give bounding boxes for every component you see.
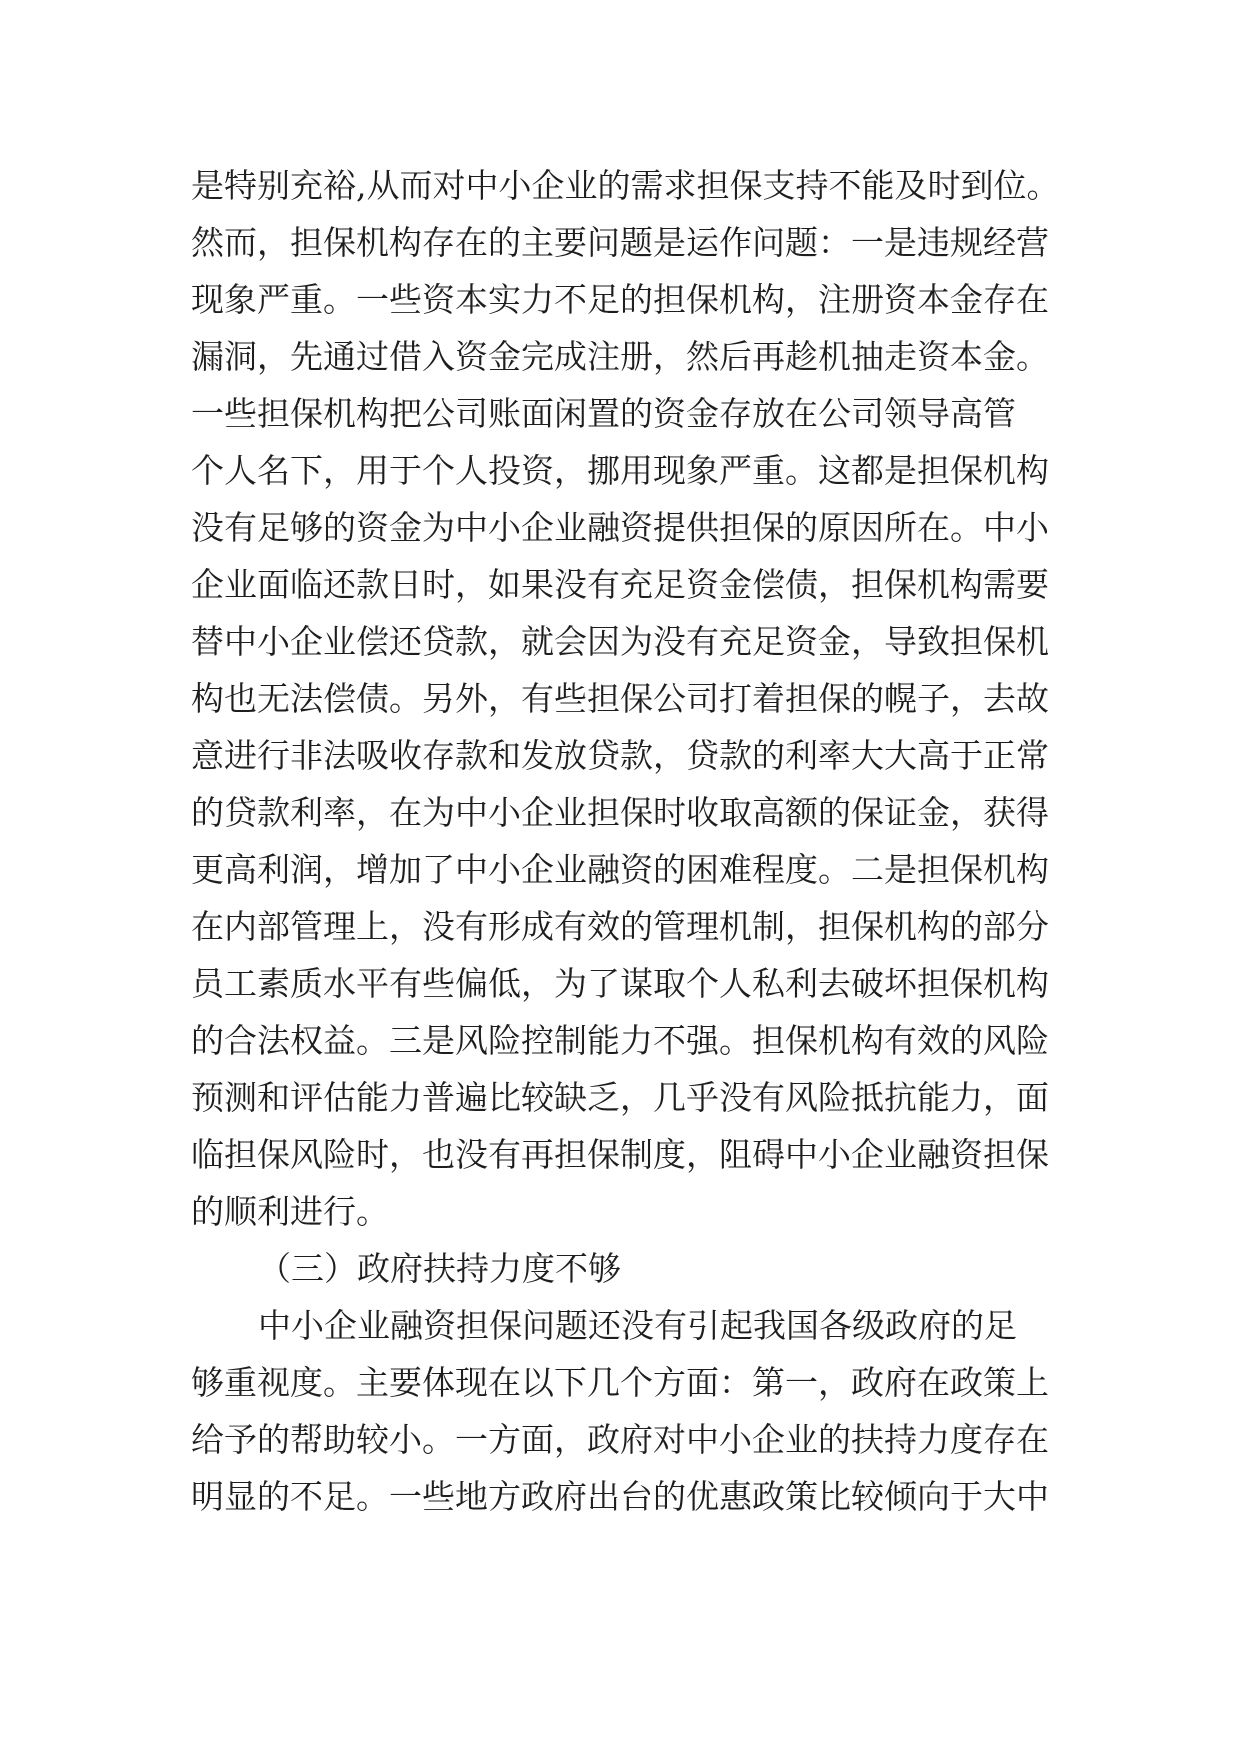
- text-line-18: 临担保风险时，也没有再担保制度，阻碍中小企业融资担保: [191, 1135, 1049, 1174]
- text-line-22: 够重视度。主要体现在以下几个方面：第一，政府在政策上: [191, 1363, 1049, 1402]
- text-line-9: 替中小企业偿还贷款，就会因为没有充足资金，导致担保机: [191, 622, 1049, 661]
- text-line-19: 的顺利进行。: [191, 1192, 389, 1231]
- text-line-23: 给予的帮助较小。一方面，政府对中小企业的扶持力度存在: [191, 1420, 1049, 1459]
- text-line-15: 员工素质水平有些偏低，为了谋取个人私利去破坏担保机构: [191, 964, 1049, 1003]
- text-line-13: 更高利润，增加了中小企业融资的困难程度。二是担保机构: [191, 850, 1049, 889]
- text-line-14: 在内部管理上，没有形成有效的管理机制，担保机构的部分: [191, 907, 1049, 946]
- text-line-5: 一些担保机构把公司账面闲置的资金存放在公司领导高管: [191, 394, 1016, 433]
- text-line-17: 预测和评估能力普遍比较缺乏，几乎没有风险抵抗能力，面: [191, 1078, 1049, 1117]
- text-line-6: 个人名下，用于个人投资，挪用现象严重。这都是担保机构: [191, 451, 1049, 490]
- text-line-10: 构也无法偿债。另外，有些担保公司打着担保的幌子，去故: [191, 679, 1049, 718]
- text-line-3: 现象严重。一些资本实力不足的担保机构，注册资本金存在: [191, 280, 1049, 319]
- text-line-11: 意进行非法吸收存款和发放贷款，贷款的利率大大高于正常: [191, 736, 1049, 775]
- text-line-16: 的合法权益。三是风险控制能力不强。担保机构有效的风险: [191, 1021, 1049, 1060]
- text-line-1: 是特别充裕,从而对中小企业的需求担保支持不能及时到位。: [191, 166, 1060, 205]
- text-line-7: 没有足够的资金为中小企业融资提供担保的原因所在。中小: [191, 508, 1049, 547]
- text-line-4: 漏洞，先通过借入资金完成注册，然后再趁机抽走资本金。: [191, 337, 1049, 376]
- text-line-24: 明显的不足。一些地方政府出台的优惠政策比较倾向于大中: [191, 1477, 1049, 1516]
- text-line-2: 然而，担保机构存在的主要问题是运作问题：一是违规经营: [191, 223, 1049, 262]
- text-line-8: 企业面临还款日时，如果没有充足资金偿债，担保机构需要: [191, 565, 1049, 604]
- section-heading: （三）政府扶持力度不够: [258, 1249, 621, 1288]
- text-line-21: 中小企业融资担保问题还没有引起我国各级政府的足: [258, 1306, 1017, 1345]
- text-line-12: 的贷款利率，在为中小企业担保时收取高额的保证金，获得: [191, 793, 1049, 832]
